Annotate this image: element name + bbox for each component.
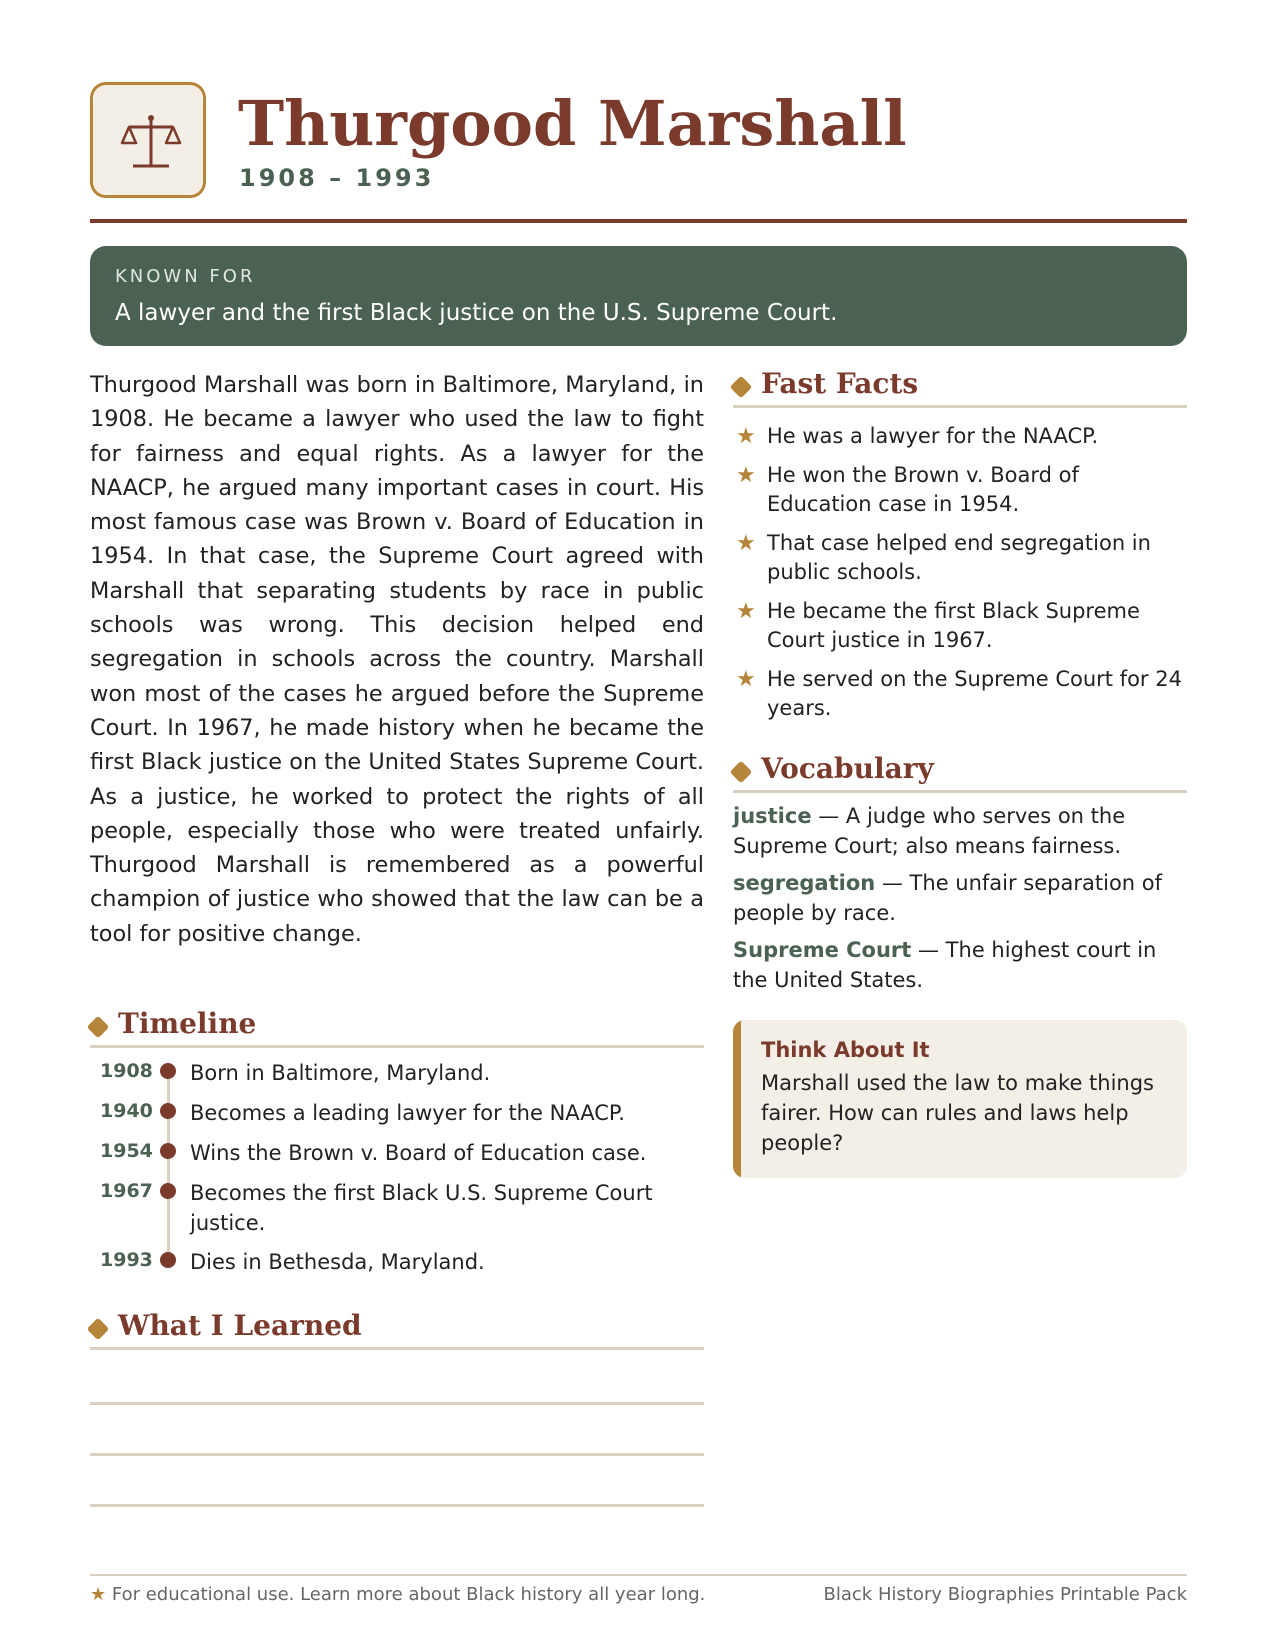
vocabulary-term: segregation bbox=[733, 871, 876, 895]
what-i-learned-section bbox=[90, 1306, 704, 1350]
vocabulary-heading-label: Vocabulary bbox=[761, 752, 934, 785]
timeline-year: 1954 bbox=[100, 1140, 153, 1162]
fast-facts-heading bbox=[733, 364, 1187, 408]
timeline-year: 1908 bbox=[100, 1060, 153, 1082]
timeline-year: 1993 bbox=[100, 1249, 153, 1271]
vocabulary-item bbox=[733, 802, 1187, 861]
vocabulary-heading bbox=[733, 749, 1187, 793]
vocabulary-definition: — The highest court in the United States. bbox=[733, 938, 1157, 992]
page bbox=[90, 0, 1187, 1650]
timeline-event bbox=[90, 1058, 704, 1098]
vocabulary-item bbox=[733, 936, 1187, 995]
think-about-it-box bbox=[733, 1020, 1187, 1178]
fact-item bbox=[733, 529, 1187, 588]
header-divider bbox=[90, 219, 1187, 223]
fact-text: He won the Brown v. Board of Education case in 1954. bbox=[767, 462, 1079, 516]
timeline-dot-icon bbox=[160, 1063, 176, 1079]
fact-text: He was a lawyer for the NAACP. bbox=[767, 424, 1099, 448]
vocabulary-definition: — The unfair separation of people by race. bbox=[733, 871, 1163, 925]
timeline-year: 1940 bbox=[100, 1100, 153, 1122]
timeline-dot-icon bbox=[160, 1103, 176, 1119]
vocabulary-section bbox=[733, 749, 1187, 793]
diamond-bullet-icon bbox=[87, 1318, 110, 1341]
known-for-label: KNOWN FOR bbox=[115, 266, 256, 287]
fact-text: That case helped end segregation in public schools. bbox=[767, 530, 1151, 584]
timeline-event bbox=[90, 1247, 704, 1287]
footer-note bbox=[90, 1584, 705, 1605]
left-column bbox=[90, 368, 704, 951]
timeline-list bbox=[90, 1058, 704, 1287]
timeline-heading-label: Timeline bbox=[118, 1007, 257, 1040]
diamond-bullet-icon bbox=[87, 1016, 110, 1039]
portrait-badge bbox=[90, 82, 206, 198]
think-about-it-text: Marshall used the law to make things fairer. How can rules and laws help people? bbox=[761, 1071, 1155, 1155]
fast-facts-list bbox=[733, 422, 1187, 733]
timeline-year: 1967 bbox=[100, 1180, 153, 1202]
fact-item bbox=[733, 597, 1187, 656]
timeline-text: Becomes a leading lawyer for the NAACP. bbox=[190, 1101, 625, 1125]
star-icon: ★ bbox=[736, 424, 756, 449]
page-title: Thurgood Marshall bbox=[238, 87, 907, 160]
star-icon: ★ bbox=[90, 1584, 107, 1605]
what-i-learned-heading-label: What I Learned bbox=[118, 1309, 362, 1342]
footer-note-text: For educational use. Learn more about Black history all year long. bbox=[111, 1584, 706, 1605]
biography-paragraph: Thurgood Marshall was born in Baltimore, Maryland, in 1908. He became a lawyer who used the law to fight for fairness and equal rights. As a lawyer for the NAACP, he argued many important cases in court. His most famous case was Brown v. Board of Education in 1954. In that case, the Supreme Court agreed with Marshall that separating students by race in public schools was wrong. This decision helped end segregation in schools across the country. Marshall won most of the cases he argued before the Supreme Court. In 1967, he made history when he became the first Black justice on the United States Supreme Court. As a justice, he worked to protect the rights of all people, especially those who were treated unfairly. Thurgood Marshall is remembered as a powerful champion of justice who showed that the law can be a tool for positive change. bbox=[90, 372, 704, 947]
star-icon: ★ bbox=[736, 666, 756, 692]
fast-facts-section bbox=[733, 364, 1187, 408]
fact-item bbox=[733, 665, 1187, 724]
timeline-event bbox=[90, 1178, 704, 1247]
writing-line[interactable] bbox=[90, 1402, 704, 1405]
diamond-bullet-icon bbox=[730, 376, 753, 399]
timeline-event bbox=[90, 1098, 704, 1138]
scales-of-justice-icon bbox=[119, 113, 183, 173]
footer-divider bbox=[90, 1574, 1187, 1576]
writing-line[interactable] bbox=[90, 1504, 704, 1507]
timeline-dot-icon bbox=[160, 1143, 176, 1159]
timeline-dot-icon bbox=[160, 1183, 176, 1199]
life-dates: 1908 – 1993 bbox=[239, 164, 435, 192]
footer-pack-name: Black History Biographies Printable Pack bbox=[823, 1584, 1187, 1605]
timeline-text: Becomes the first Black U.S. Supreme Court justice. bbox=[190, 1181, 653, 1235]
fact-item bbox=[733, 422, 1187, 452]
fast-facts-heading-label: Fast Facts bbox=[761, 367, 919, 400]
timeline-text: Dies in Bethesda, Maryland. bbox=[190, 1250, 485, 1274]
writing-line[interactable] bbox=[90, 1453, 704, 1456]
timeline-section bbox=[90, 1004, 704, 1048]
timeline-heading bbox=[90, 1004, 704, 1048]
vocabulary-term: Supreme Court bbox=[733, 938, 912, 962]
timeline-text: Born in Baltimore, Maryland. bbox=[190, 1061, 491, 1085]
star-icon: ★ bbox=[736, 530, 756, 556]
timeline-text: Wins the Brown v. Board of Education case. bbox=[190, 1141, 647, 1165]
what-i-learned-heading bbox=[90, 1306, 704, 1350]
vocabulary-item bbox=[733, 869, 1187, 928]
known-for-banner bbox=[90, 246, 1187, 346]
vocabulary-list bbox=[733, 802, 1187, 1003]
timeline-dot-icon bbox=[160, 1252, 176, 1268]
star-icon: ★ bbox=[736, 598, 756, 624]
star-icon: ★ bbox=[736, 462, 756, 488]
timeline-event bbox=[90, 1138, 704, 1178]
fact-text: He became the first Black Supreme Court justice in 1967. bbox=[767, 598, 1140, 652]
diamond-bullet-icon bbox=[730, 761, 753, 784]
vocabulary-term: justice bbox=[733, 804, 812, 828]
header bbox=[90, 82, 1187, 204]
fact-text: He served on the Supreme Court for 24 years. bbox=[767, 666, 1182, 720]
think-about-it-title: Think About It bbox=[761, 1038, 930, 1062]
fact-item bbox=[733, 461, 1187, 520]
known-for-text: A lawyer and the first Black justice on the U.S. Supreme Court. bbox=[115, 300, 838, 326]
vocabulary-definition: — A judge who serves on the Supreme Court; also means fairness. bbox=[733, 804, 1126, 858]
think-accent-bar bbox=[733, 1020, 741, 1178]
